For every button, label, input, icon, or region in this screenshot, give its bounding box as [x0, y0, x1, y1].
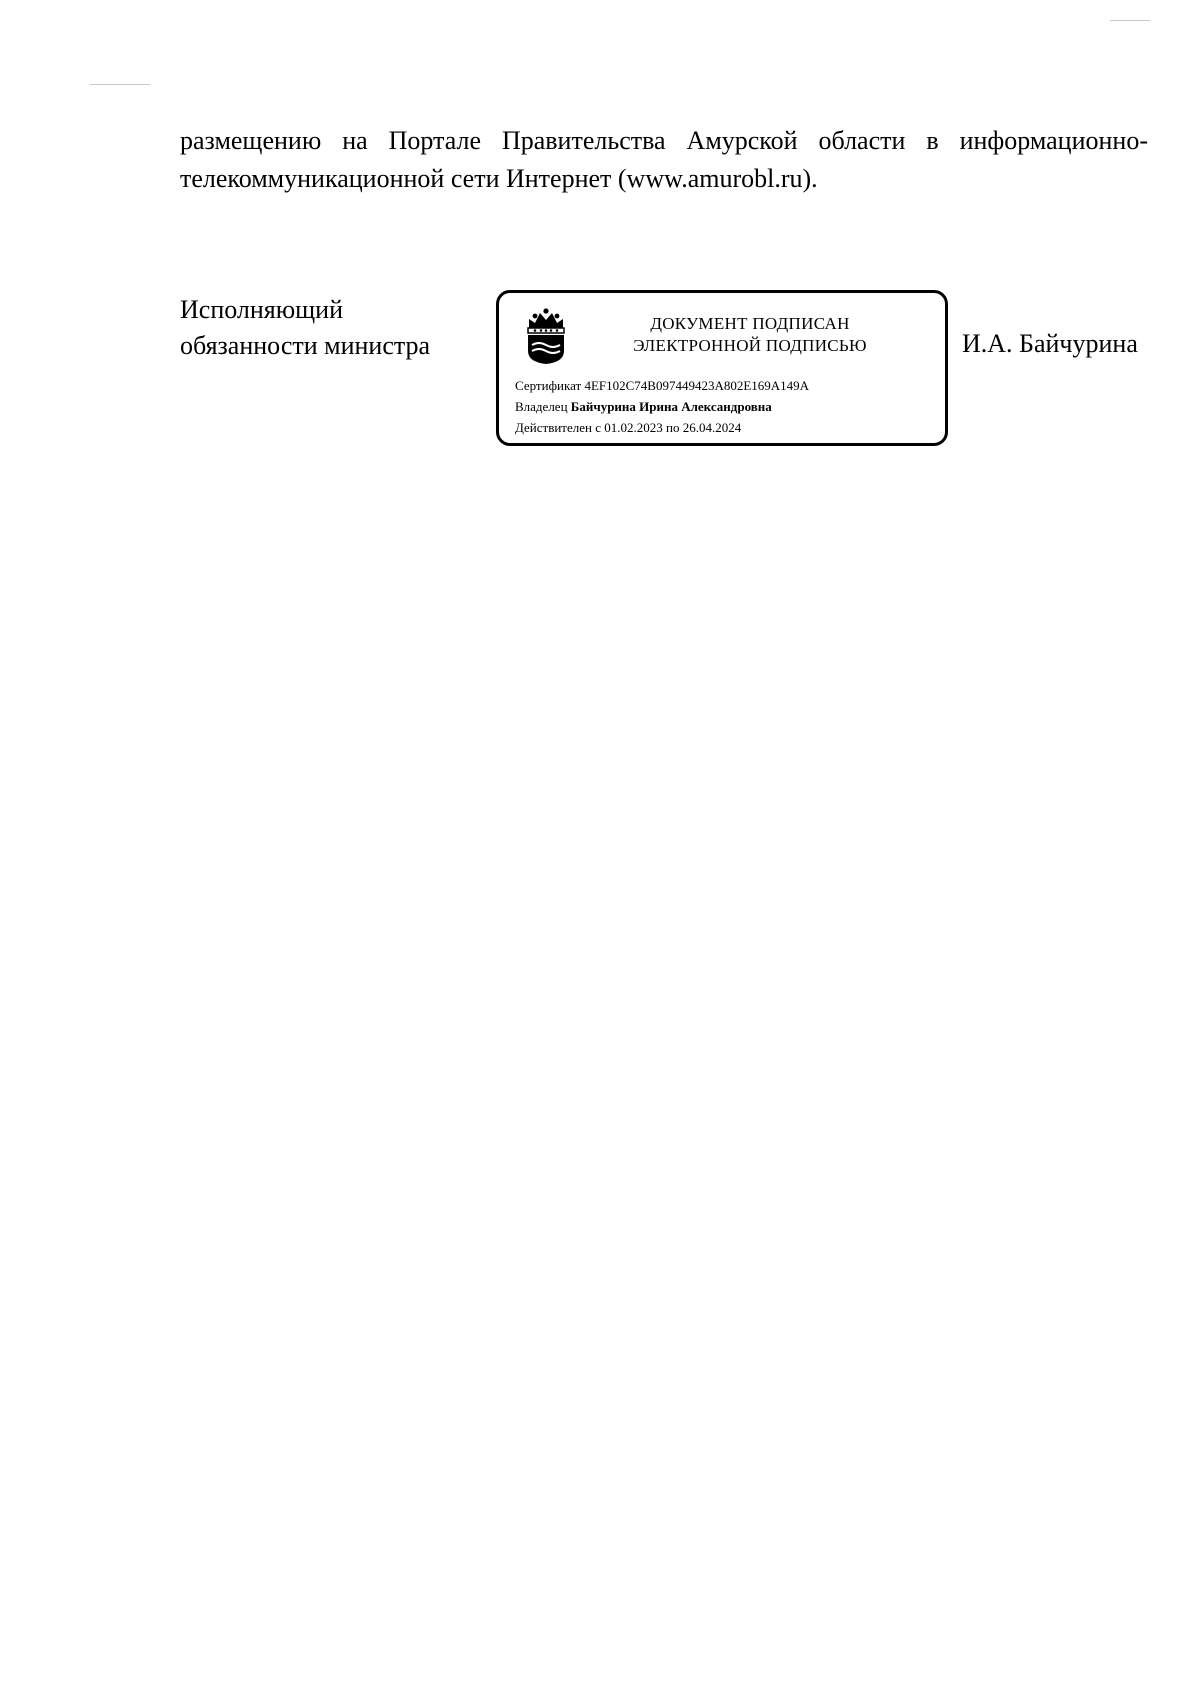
signer-position-line: Исполняющий: [180, 295, 344, 324]
valid-to-label: по: [666, 420, 680, 435]
certificate-row: [515, 375, 809, 396]
stamp-heading: [585, 313, 915, 357]
valid-from: 01.02.2023: [604, 420, 663, 435]
scan-artifact: [90, 84, 150, 85]
paragraph-line: размещению на Портале Правительства Амурской области в информационно-: [180, 126, 1148, 155]
amur-region-coat-of-arms-icon: [523, 307, 569, 365]
certificate-label: Сертификат: [515, 378, 582, 393]
signer-position-line: обязанности министра: [180, 331, 431, 360]
stamp-heading-line: ДОКУМЕНТ ПОДПИСАН: [650, 314, 850, 333]
certificate-value: 4EF102C74B097449423A802E169A149A: [584, 378, 810, 393]
electronic-signature-stamp: [496, 290, 948, 446]
valid-label: Действителен с: [515, 420, 601, 435]
stamp-heading-line: ЭЛЕКТРОННОЙ ПОДПИСЬЮ: [633, 336, 867, 355]
owner-row: [515, 396, 809, 417]
paragraph-line: телекоммуникационной сети Интернет (www.amurobl.ru).: [180, 164, 818, 193]
body-paragraph: [180, 122, 1148, 198]
valid-to: 26.04.2024: [682, 420, 742, 435]
validity-row: [515, 417, 809, 438]
owner-label: Владелец: [515, 399, 568, 414]
signer-name: И.А. Байчурина: [962, 329, 1138, 358]
owner-value: Байчурина Ирина Александровна: [570, 399, 772, 414]
stamp-details: [515, 375, 809, 438]
scan-artifact: [1110, 20, 1150, 21]
signer-position: [180, 292, 430, 364]
